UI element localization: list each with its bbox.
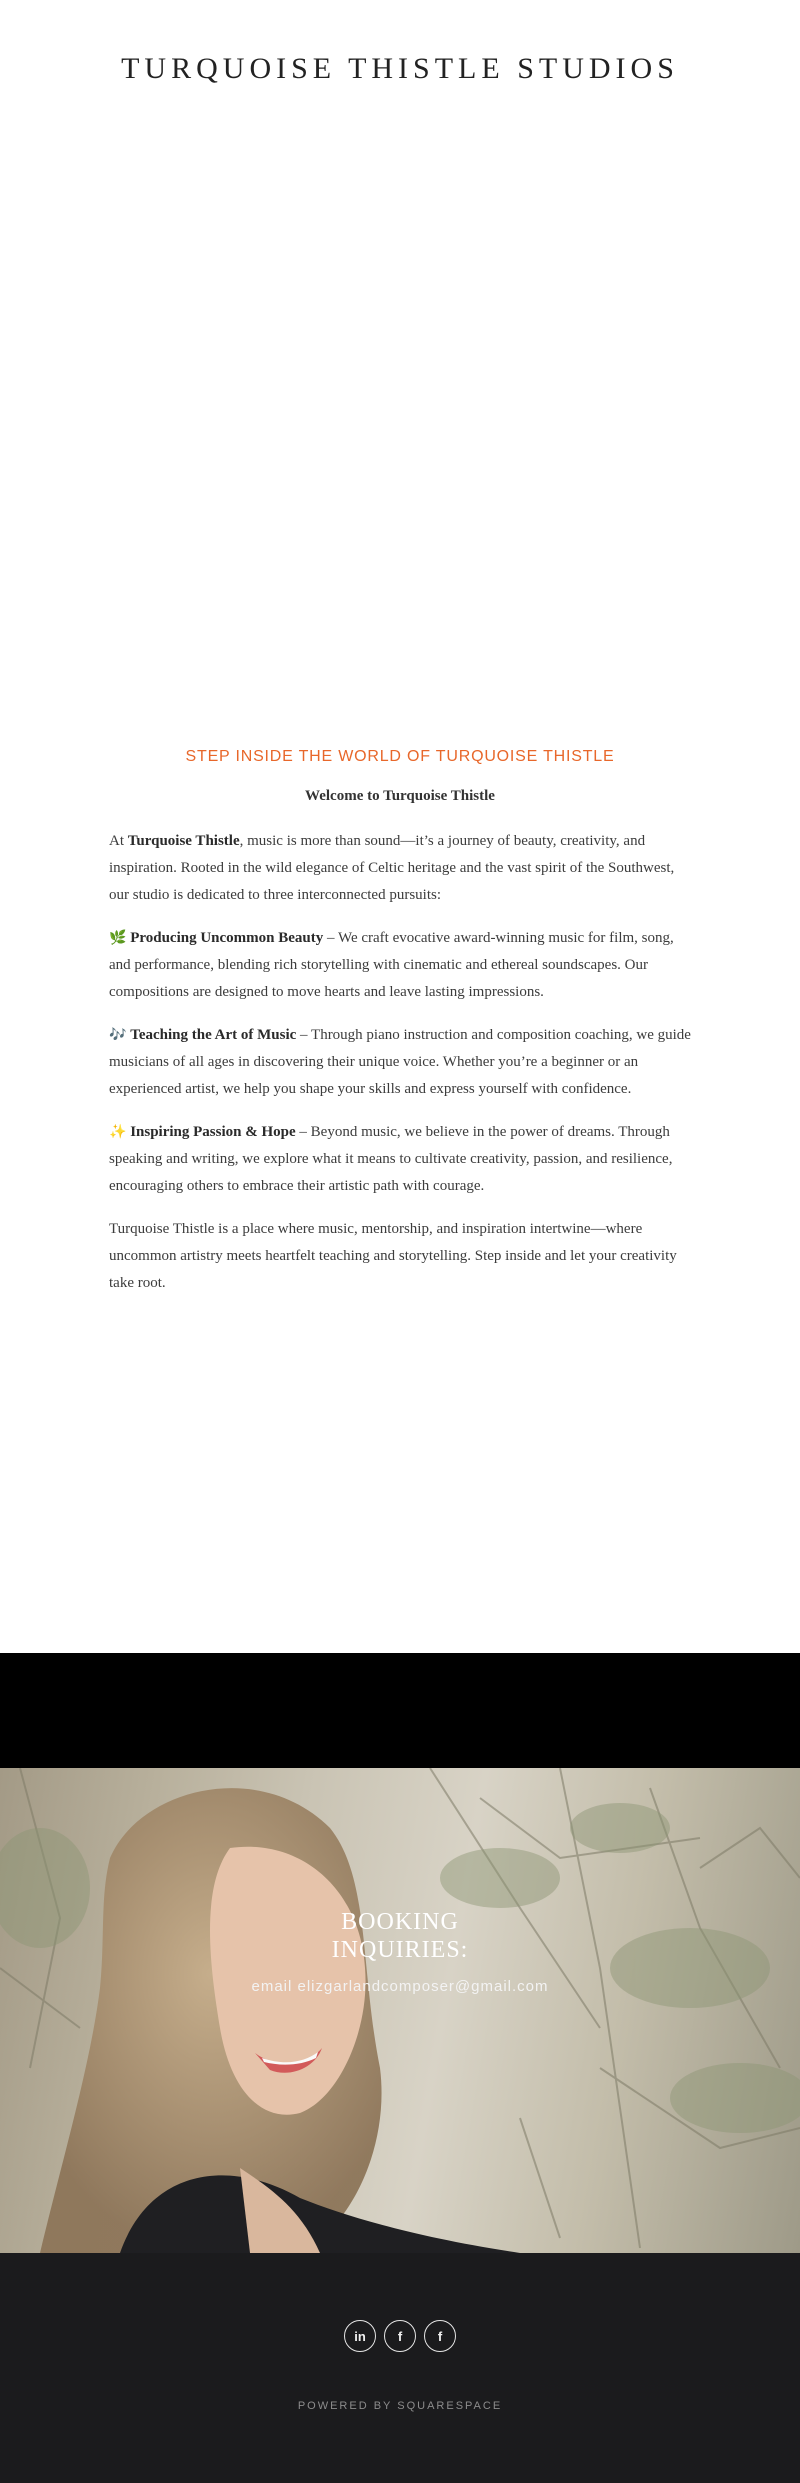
facebook-icon[interactable]: f [384,2320,416,2352]
welcome-heading: Welcome to Turquoise Thistle [305,788,495,804]
intro-content [109,828,691,1313]
booking-email[interactable]: email elizgarlandcomposer@gmail.com [251,1978,549,1995]
pursuit-title: Inspiring Passion & Hope [130,1124,296,1140]
site-footer [0,2253,800,2483]
social-links [344,2320,456,2352]
pursuit-title: Producing Uncommon Beauty [130,930,324,946]
pursuit-item-inspiring [109,1119,691,1200]
linkedin-icon[interactable]: in [344,2320,376,2352]
booking-title: BOOKING INQUIRIES: [331,1909,469,1963]
facebook-icon[interactable]: f [424,2320,456,2352]
leaf-icon: 🌿 [109,930,127,946]
sparkles-icon: ✨ [109,1124,127,1140]
closing-paragraph: Turquoise Thistle is a place where music, mentorship, and inspiration intertwine—where uncommon artistry meets heartfelt teaching and storytelling. Step inside and let your creativity take root. [109,1221,677,1291]
brand-name: Turquoise Thistle [127,833,240,849]
pursuit-text: – Beyond music, we believe in the power of dreams. Through speaking and writing, we explore what it means to cultivate creativity, passion, and resilience, encouraging others to embrace their artistic path with courage. [109,1124,673,1194]
pursuit-text: – Through piano instruction and composition coaching, we guide musicians of all ages in discovering their unique voice. Whether you’re a beginner or an experienced artist, we help you shape your skills and express yourself with confidence. [109,1027,691,1097]
music-notes-icon: 🎶 [109,1027,127,1043]
site-title[interactable]: TURQUOISE THISTLE STUDIOS [121,52,679,85]
intro-paragraph: At Turquoise Thistle, music is more than sound—it’s a journey of beauty, creativity, and inspiration. Rooted in the wild elegance of Celtic heritage and the vast spirit of the Southwest, our studio is dedicated to three interconnected pursuits: [109,833,675,903]
booking-section [0,1768,800,2253]
pursuit-text: – We craft evocative award-winning music for film, song, and performance, blending rich storytelling with cinematic and ethereal soundscapes. Our compositions are designed to move hearts and leave lasting impressions. [109,930,674,1000]
black-divider-band [0,1653,800,1768]
powered-by-link[interactable]: POWERED BY SQUARESPACE [297,2400,503,2412]
pursuit-item-teaching [109,1022,691,1103]
pursuit-title: Teaching the Art of Music [130,1027,297,1043]
portrait-photo [0,1768,800,2253]
section-eyebrow: STEP INSIDE THE WORLD OF TURQUOISE THISTLE [185,748,615,765]
pursuit-item-producing [109,925,691,1006]
